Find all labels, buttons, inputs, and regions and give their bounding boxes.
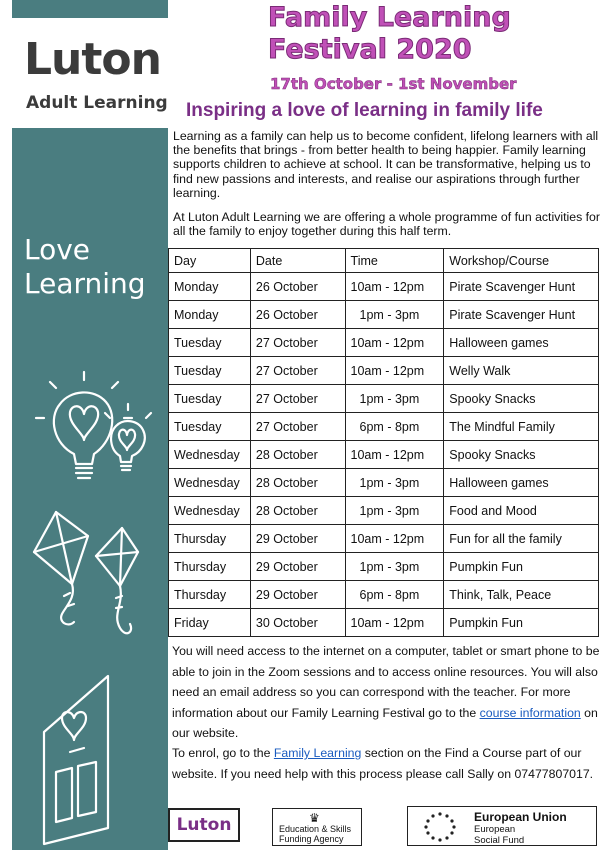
requirements-text: You will need access to the internet on a computer, tablet or smart phone to be able to join in the Zoom sessions and to access online resources. You will also need an email address so you can correspond with the teacher. For more information about our Family Learning Festival go to the [172, 644, 600, 720]
cell-workshop: Think, Talk, Peace [444, 581, 599, 609]
kite-small-icon [96, 528, 138, 633]
family-learning-link[interactable]: Family Learning [273, 746, 362, 760]
cell-workshop: Fun for all the family [444, 525, 599, 553]
esfa-line-1: Education & Skills [279, 824, 352, 834]
cell-time: 10am - 12pm [345, 357, 444, 385]
royal-crest-icon: ♛ [309, 811, 320, 825]
eu-title: European Union [474, 810, 567, 824]
table-row [169, 581, 599, 609]
cell-date: 30 October [250, 609, 345, 637]
kite-icon [34, 512, 88, 624]
cell-workshop: Halloween games [444, 329, 599, 357]
cell-time: 6pm - 8pm [345, 413, 444, 441]
schedule-table [168, 248, 599, 637]
top-teal-bar [12, 0, 168, 18]
table-row [169, 469, 599, 497]
cell-time: 6pm - 8pm [345, 581, 444, 609]
cell-date: 29 October [250, 581, 345, 609]
cell-workshop: Pirate Scavenger Hunt [444, 273, 599, 301]
eu-logo [407, 806, 597, 846]
cell-date: 28 October [250, 469, 345, 497]
cell-workshop: Food and Mood [444, 497, 599, 525]
cell-workshop: Pumpkin Fun [444, 609, 599, 637]
table-row [169, 497, 599, 525]
eu-stars-icon [414, 810, 466, 844]
cell-day: Monday [169, 273, 251, 301]
cell-time: 1pm - 3pm [345, 385, 444, 413]
table-header-row [169, 249, 599, 273]
enrol-paragraph [172, 743, 602, 784]
door-icon [44, 676, 108, 844]
cell-day: Monday [169, 301, 251, 329]
side-panel [12, 128, 168, 850]
cell-workshop: Pumpkin Fun [444, 553, 599, 581]
cell-date: 29 October [250, 553, 345, 581]
cell-day: Tuesday [169, 329, 251, 357]
cell-date: 27 October [250, 413, 345, 441]
table-row [169, 273, 599, 301]
festival-title [268, 2, 548, 66]
intro-paragraph: Learning as a family can help us to become confident, lifelong learners with all the benefits that brings - from better health to being happier. Family learning supports children to achieve at school. It can be transformative, helping us to find new passions and interests, and realise our aspirations through further learning. [173, 129, 599, 200]
esfa-text [279, 824, 351, 844]
header-day: Day [169, 249, 251, 273]
eu-line-2: Social Fund [474, 834, 525, 846]
cell-day: Wednesday [169, 469, 251, 497]
cell-date: 28 October [250, 497, 345, 525]
cell-date: 26 October [250, 273, 345, 301]
table-row [169, 357, 599, 385]
cell-time: 10am - 12pm [345, 273, 444, 301]
table-row [169, 609, 599, 637]
eu-subtitle [474, 825, 524, 846]
cell-time: 10am - 12pm [345, 609, 444, 637]
cell-date: 29 October [250, 525, 345, 553]
cell-day: Tuesday [169, 413, 251, 441]
offer-paragraph: At Luton Adult Learning we are offering a whole programme of fun activities for all the family to enjoy together during this half term. [173, 210, 600, 239]
header-workshop: Workshop/Course [444, 249, 599, 273]
esfa-logo [272, 808, 362, 846]
table-row [169, 329, 599, 357]
cell-workshop: Halloween games [444, 469, 599, 497]
cell-time: 1pm - 3pm [345, 301, 444, 329]
cell-time: 1pm - 3pm [345, 469, 444, 497]
cell-date: 28 October [250, 441, 345, 469]
header-date: Date [250, 249, 345, 273]
requirements-paragraph [172, 641, 602, 744]
tagline: Inspiring a love of learning in family life [186, 100, 543, 121]
esfa-line-2: Funding Agency [279, 834, 344, 844]
title-line-2: Festival 2020 [268, 34, 472, 65]
table-row [169, 553, 599, 581]
luton-footer-logo: Luton [168, 808, 240, 842]
cell-time: 1pm - 3pm [345, 497, 444, 525]
luton-logo-subtitle: Adult Learning [26, 93, 168, 113]
cell-day: Tuesday [169, 385, 251, 413]
cell-workshop: Pirate Scavenger Hunt [444, 301, 599, 329]
cell-date: 27 October [250, 329, 345, 357]
cell-time: 10am - 12pm [345, 525, 444, 553]
cell-time: 1pm - 3pm [345, 553, 444, 581]
cell-date: 27 October [250, 385, 345, 413]
title-line-1: Family Learning [268, 2, 511, 33]
requirements-text-end: on our website. [172, 705, 598, 740]
learning-text: Learning [24, 267, 146, 300]
table-row [169, 525, 599, 553]
cell-workshop: Spooky Snacks [444, 385, 599, 413]
cell-workshop: Spooky Snacks [444, 441, 599, 469]
cell-day: Thursday [169, 525, 251, 553]
luton-logo: Luton [24, 34, 161, 85]
cell-day: Friday [169, 609, 251, 637]
side-illustrations [12, 128, 168, 850]
header-time: Time [345, 249, 444, 273]
enrol-text: To enrol, go to the [172, 746, 271, 760]
cell-date: 26 October [250, 301, 345, 329]
cell-day: Thursday [169, 553, 251, 581]
table-row [169, 413, 599, 441]
cell-date: 27 October [250, 357, 345, 385]
festival-dates: 17th October - 1st November [270, 75, 517, 93]
love-text: Love [24, 233, 91, 266]
table-row [169, 385, 599, 413]
cell-time: 10am - 12pm [345, 441, 444, 469]
enrol-text-end: section on the Find a Course part of our website. If you need help with this process please call Sally on 07477807017. [172, 746, 594, 781]
cell-day: Thursday [169, 581, 251, 609]
cell-day: Wednesday [169, 497, 251, 525]
cell-workshop: The Mindful Family [444, 413, 599, 441]
eu-line-1: European [474, 824, 516, 835]
cell-day: Tuesday [169, 357, 251, 385]
course-information-link[interactable]: course information [479, 705, 581, 720]
cell-time: 10am - 12pm [345, 329, 444, 357]
cell-day: Wednesday [169, 441, 251, 469]
table-row [169, 441, 599, 469]
table-row [169, 301, 599, 329]
cell-workshop: Welly Walk [444, 357, 599, 385]
